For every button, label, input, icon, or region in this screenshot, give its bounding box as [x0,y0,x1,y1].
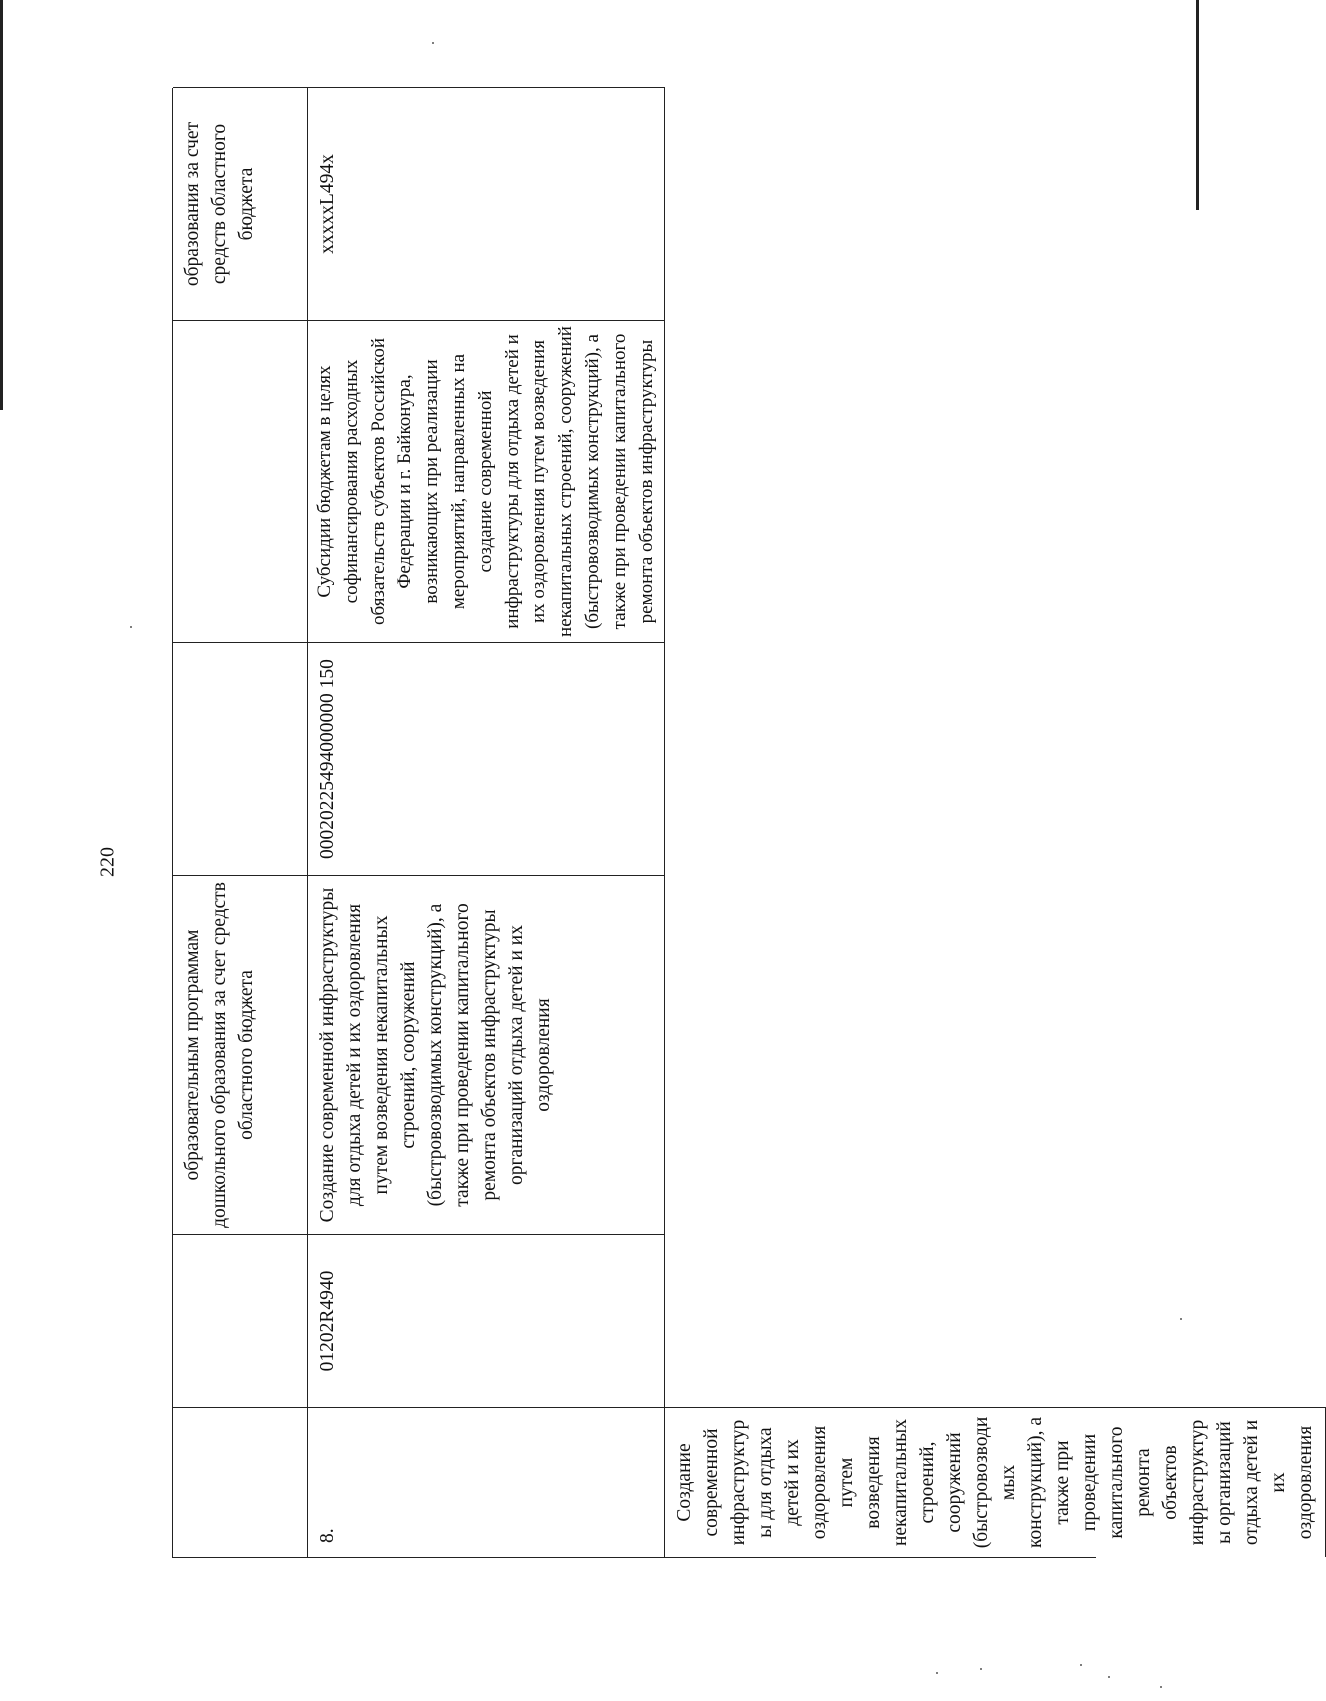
scan-speck [130,626,132,628]
scan-speck [1080,1664,1082,1666]
budget-table [172,88,1317,1558]
scan-speck [432,42,434,44]
scan-left-edge [0,0,3,410]
scan-speck [1108,1676,1110,1678]
row-code: 01202R4940 [308,1234,665,1407]
row-purpose: Создание современной инфраструктуры для отдыха детей и их оздоровления путем возведения некапитальных строений, сооружений (быстровозводимых конструкций), а также при проведении капитального ремонта объектов инфраструктуры организаций отдыха детей и их оздоровления [308,875,665,1234]
page-number: 220 [96,847,119,877]
header-cell-purpose: образовательным программам дошкольного образования за счет средств областного бюджета [173,875,308,1234]
header-cell-code [173,1234,308,1407]
header-cell-expense-name: образования за счет средств областного бюджета [173,87,308,320]
header-cell-revenue-name [173,320,308,642]
row-expense-name: Создание современной инфраструктуры для отдыха детей и их оздоровления путем возведения некапитальных строений, сооружений (быстровозводимых конструкций), а также при проведении капитального ремонта объектов инфраструктуры организаций отдыха детей и их оздоровления [665,1407,1326,1557]
scan-speck [936,1672,938,1674]
row-revenue-code: 00020225494000000 150 [308,642,665,875]
row-number: 8. [308,1407,665,1557]
row-mask-code: xxxxxL494x [308,87,665,320]
scan-right-edge [1196,0,1199,210]
scan-speck [1180,1318,1182,1320]
header-cell-revenue-code [173,642,308,875]
scan-speck [1160,1686,1162,1688]
scan-speck [980,1668,982,1670]
header-cell-number [173,1407,308,1557]
row-revenue-name: Субсидии бюджетам в целях софинансирования расходных обязательств субъектов Российской Федерации и г. Байконура, возникающих при реализации мероприятий, направленных на создание современной инфраструктуры для отдыха детей и их оздоровления путем возведения некапитальных строений, сооружений (быстровозводимых конструкций), а также при проведении капитального ремонта объектов инфраструктуры [308,320,665,642]
